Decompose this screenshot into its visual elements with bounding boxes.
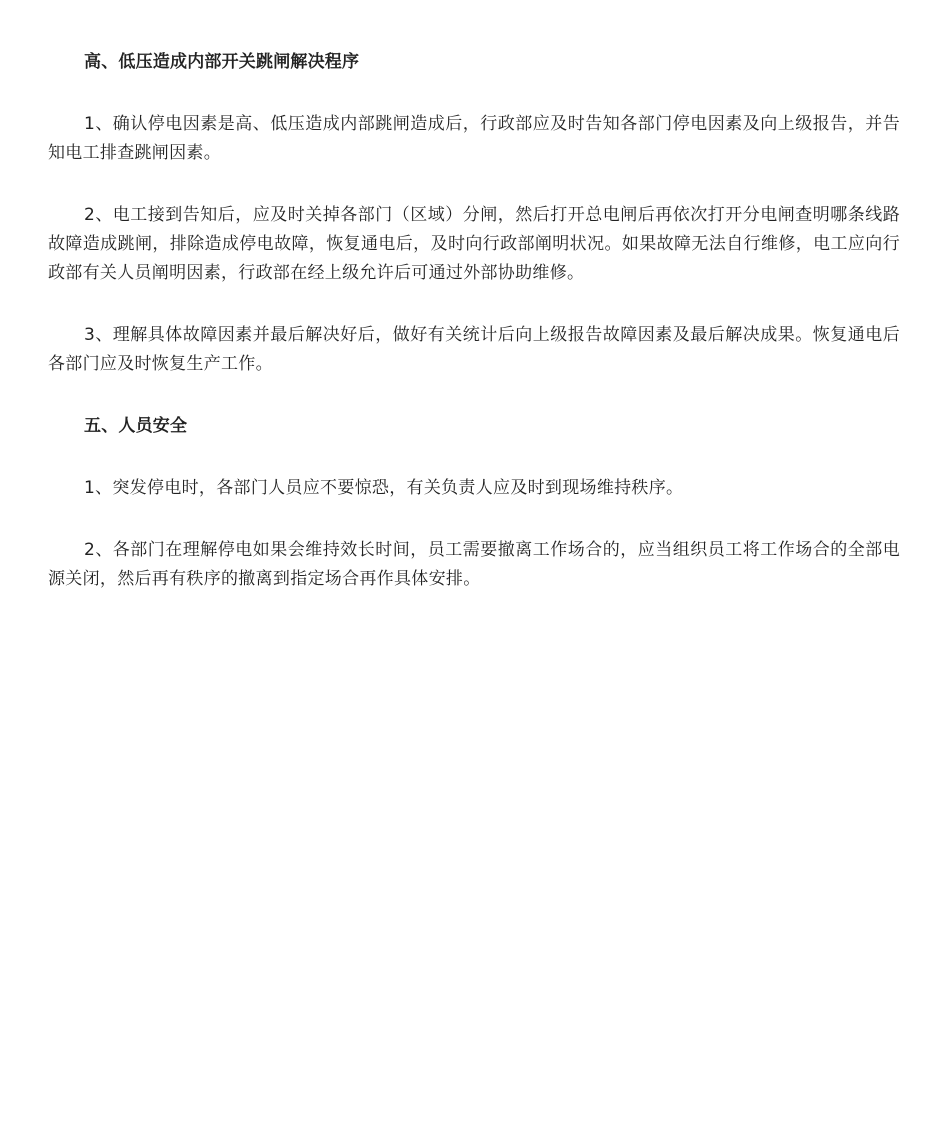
paragraph-confirm-cause: 1、确认停电因素是高、低压造成内部跳闸造成后，行政部应及时告知各部门停电因素及向上级报告，并告知电工排查跳闸因素。 xyxy=(48,114,900,163)
paragraph-report-resolution: 3、理解具体故障因素并最后解决好后，做好有关统计后向上级报告故障因素及最后解决成果。恢复通电后各部门应及时恢复生产工作。 xyxy=(48,325,900,374)
paragraph-stay-calm: 1、突发停电时，各部门人员应不要惊恐，有关负责人应及时到现场维持秩序。 xyxy=(84,478,684,498)
paragraph-electrician-procedure: 2、电工接到告知后，应及时关掉各部门（区域）分闸，然后打开总电闸后再依次打开分电闸查明哪条线路故障造成跳闸，排除造成停电故障，恢复通电后，及时向行政部阐明状况。如果故障无法自行维修，电工应向行政部有关人员阐明因素，行政部在经上级允许后可通过外部协助维修。 xyxy=(48,205,900,283)
paragraph-evacuation: 2、各部门在理解停电如果会维持效长时间，员工需要撤离工作场合的，应当组织员工将工作场合的全部电源关闭，然后再有秩序的撤离到指定场合再作具体安排。 xyxy=(48,540,900,589)
section-heading-personnel-safety: 五、人员安全 xyxy=(84,416,188,436)
document-page xyxy=(48,48,900,594)
section-heading-power-trip: 高、低压造成内部开关跳闸解决程序 xyxy=(84,52,360,72)
